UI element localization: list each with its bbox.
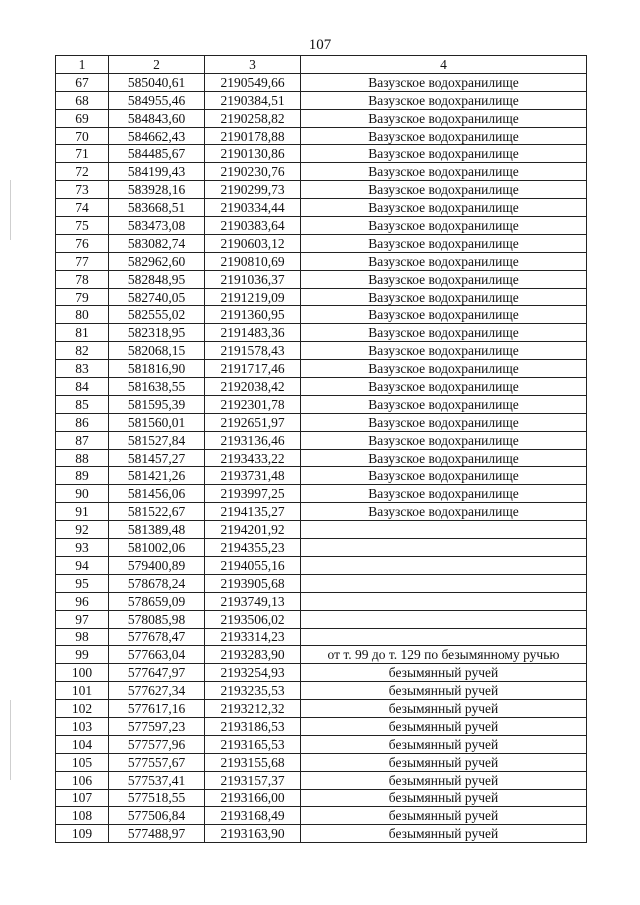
y-coordinate-cell: 2191036,37 (205, 270, 301, 288)
description-cell: безымянный ручей (301, 789, 587, 807)
x-coordinate-cell: 581560,01 (109, 413, 205, 431)
description-cell: безымянный ручей (301, 735, 587, 753)
description-cell (301, 574, 587, 592)
table-row (56, 467, 587, 485)
x-coordinate-cell: 583473,08 (109, 217, 205, 235)
description-cell (301, 592, 587, 610)
point-number-cell: 94 (56, 556, 109, 574)
y-coordinate-cell: 2190230,76 (205, 163, 301, 181)
description-cell: Вазузское водохранилище (301, 91, 587, 109)
y-coordinate-cell: 2193136,46 (205, 431, 301, 449)
table-row (56, 342, 587, 360)
x-coordinate-cell: 582068,15 (109, 342, 205, 360)
description-cell: безымянный ручей (301, 717, 587, 735)
table-row (56, 270, 587, 288)
description-cell: Вазузское водохранилище (301, 306, 587, 324)
table-row (56, 825, 587, 843)
x-coordinate-cell: 577577,96 (109, 735, 205, 753)
y-coordinate-cell: 2191219,09 (205, 288, 301, 306)
table-row (56, 735, 587, 753)
table-row (56, 73, 587, 91)
table-row (56, 145, 587, 163)
point-number-cell: 87 (56, 431, 109, 449)
table-row (56, 431, 587, 449)
table-row (56, 646, 587, 664)
description-cell (301, 521, 587, 539)
description-cell: безымянный ручей (301, 807, 587, 825)
x-coordinate-cell: 577557,67 (109, 753, 205, 771)
point-number-cell: 100 (56, 664, 109, 682)
page-number: 107 (308, 37, 332, 53)
point-number-cell: 83 (56, 360, 109, 378)
x-coordinate-cell: 577663,04 (109, 646, 205, 664)
x-coordinate-cell: 581595,39 (109, 395, 205, 413)
table-row (56, 521, 587, 539)
y-coordinate-cell: 2193235,53 (205, 682, 301, 700)
x-coordinate-cell: 578085,98 (109, 610, 205, 628)
description-cell (301, 556, 587, 574)
point-number-cell: 92 (56, 521, 109, 539)
point-number-cell: 84 (56, 378, 109, 396)
point-number-cell: 105 (56, 753, 109, 771)
description-cell: Вазузское водохранилище (301, 181, 587, 199)
description-cell: безымянный ручей (301, 664, 587, 682)
x-coordinate-cell: 581527,84 (109, 431, 205, 449)
y-coordinate-cell: 2193433,22 (205, 449, 301, 467)
description-cell: безымянный ручей (301, 700, 587, 718)
y-coordinate-cell: 2191483,36 (205, 324, 301, 342)
table-row (56, 252, 587, 270)
description-cell: Вазузское водохранилище (301, 485, 587, 503)
point-number-cell: 85 (56, 395, 109, 413)
x-coordinate-cell: 584662,43 (109, 127, 205, 145)
description-cell: безымянный ручей (301, 753, 587, 771)
y-coordinate-cell: 2193157,37 (205, 771, 301, 789)
y-coordinate-cell: 2193506,02 (205, 610, 301, 628)
y-coordinate-cell: 2192038,42 (205, 378, 301, 396)
x-coordinate-cell: 581002,06 (109, 539, 205, 557)
point-number-cell: 101 (56, 682, 109, 700)
x-coordinate-cell: 577617,16 (109, 700, 205, 718)
y-coordinate-cell: 2191717,46 (205, 360, 301, 378)
x-coordinate-cell: 581638,55 (109, 378, 205, 396)
x-coordinate-cell: 581522,67 (109, 503, 205, 521)
table-row (56, 610, 587, 628)
x-coordinate-cell: 582848,95 (109, 270, 205, 288)
description-cell: Вазузское водохранилище (301, 73, 587, 91)
y-coordinate-cell: 2193166,00 (205, 789, 301, 807)
y-coordinate-cell: 2190603,12 (205, 234, 301, 252)
point-number-cell: 99 (56, 646, 109, 664)
point-number-cell: 74 (56, 199, 109, 217)
point-number-cell: 103 (56, 717, 109, 735)
point-number-cell: 90 (56, 485, 109, 503)
table-row (56, 503, 587, 521)
table-row (56, 485, 587, 503)
point-number-cell: 98 (56, 628, 109, 646)
point-number-cell: 108 (56, 807, 109, 825)
x-coordinate-cell: 577506,84 (109, 807, 205, 825)
description-cell: Вазузское водохранилище (301, 288, 587, 306)
table-row (56, 288, 587, 306)
point-number-cell: 67 (56, 73, 109, 91)
description-cell: Вазузское водохранилище (301, 467, 587, 485)
table-row (56, 753, 587, 771)
table-row (56, 771, 587, 789)
description-cell: Вазузское водохранилище (301, 270, 587, 288)
point-number-cell: 86 (56, 413, 109, 431)
coordinates-table (55, 55, 587, 843)
point-number-cell: 78 (56, 270, 109, 288)
description-cell (301, 628, 587, 646)
y-coordinate-cell: 2192651,97 (205, 413, 301, 431)
header-row (56, 56, 587, 74)
x-coordinate-cell: 581456,06 (109, 485, 205, 503)
point-number-cell: 70 (56, 127, 109, 145)
table-row (56, 199, 587, 217)
table-row (56, 539, 587, 557)
y-coordinate-cell: 2190130,86 (205, 145, 301, 163)
point-number-cell: 80 (56, 306, 109, 324)
y-coordinate-cell: 2193283,90 (205, 646, 301, 664)
description-cell: безымянный ручей (301, 825, 587, 843)
description-cell: Вазузское водохранилище (301, 395, 587, 413)
point-number-cell: 69 (56, 109, 109, 127)
description-cell (301, 610, 587, 628)
x-coordinate-cell: 577597,23 (109, 717, 205, 735)
x-coordinate-cell: 577627,34 (109, 682, 205, 700)
y-coordinate-cell: 2193163,90 (205, 825, 301, 843)
x-coordinate-cell: 577678,47 (109, 628, 205, 646)
y-coordinate-cell: 2192301,78 (205, 395, 301, 413)
description-cell: Вазузское водохранилище (301, 360, 587, 378)
x-coordinate-cell: 583082,74 (109, 234, 205, 252)
description-cell: Вазузское водохранилище (301, 431, 587, 449)
x-coordinate-cell: 581457,27 (109, 449, 205, 467)
table-row (56, 700, 587, 718)
description-cell: Вазузское водохранилище (301, 109, 587, 127)
point-number-cell: 107 (56, 789, 109, 807)
table-row (56, 413, 587, 431)
table-row (56, 181, 587, 199)
table-row (56, 360, 587, 378)
y-coordinate-cell: 2190384,51 (205, 91, 301, 109)
y-coordinate-cell: 2193905,68 (205, 574, 301, 592)
point-number-cell: 88 (56, 449, 109, 467)
scan-edge-mark-bottom (10, 700, 11, 780)
y-coordinate-cell: 2193731,48 (205, 467, 301, 485)
table-row (56, 378, 587, 396)
scan-edge-mark-top (10, 180, 11, 240)
description-cell: Вазузское водохранилище (301, 199, 587, 217)
y-coordinate-cell: 2193254,93 (205, 664, 301, 682)
table-row (56, 324, 587, 342)
x-coordinate-cell: 582740,05 (109, 288, 205, 306)
x-coordinate-cell: 577537,41 (109, 771, 205, 789)
description-cell: Вазузское водохранилище (301, 163, 587, 181)
y-coordinate-cell: 2194355,23 (205, 539, 301, 557)
y-coordinate-cell: 2193165,53 (205, 735, 301, 753)
table-row (56, 306, 587, 324)
point-number-cell: 89 (56, 467, 109, 485)
point-number-cell: 71 (56, 145, 109, 163)
table-row (56, 234, 587, 252)
point-number-cell: 76 (56, 234, 109, 252)
table-row (56, 682, 587, 700)
point-number-cell: 81 (56, 324, 109, 342)
x-coordinate-cell: 583928,16 (109, 181, 205, 199)
y-coordinate-cell: 2193997,25 (205, 485, 301, 503)
table-row (56, 574, 587, 592)
description-cell: безымянный ручей (301, 771, 587, 789)
x-coordinate-cell: 585040,61 (109, 73, 205, 91)
header-y-coordinate: 3 (205, 56, 301, 74)
x-coordinate-cell: 581389,48 (109, 521, 205, 539)
point-number-cell: 91 (56, 503, 109, 521)
point-number-cell: 95 (56, 574, 109, 592)
table-row (56, 807, 587, 825)
x-coordinate-cell: 579400,89 (109, 556, 205, 574)
point-number-cell: 79 (56, 288, 109, 306)
point-number-cell: 82 (56, 342, 109, 360)
description-cell: Вазузское водохранилище (301, 342, 587, 360)
x-coordinate-cell: 577518,55 (109, 789, 205, 807)
description-cell: Вазузское водохранилище (301, 234, 587, 252)
x-coordinate-cell: 577488,97 (109, 825, 205, 843)
description-cell: безымянный ручей (301, 682, 587, 700)
x-coordinate-cell: 578659,09 (109, 592, 205, 610)
y-coordinate-cell: 2190334,44 (205, 199, 301, 217)
description-cell (301, 539, 587, 557)
x-coordinate-cell: 582318,95 (109, 324, 205, 342)
y-coordinate-cell: 2190178,88 (205, 127, 301, 145)
x-coordinate-cell: 581816,90 (109, 360, 205, 378)
table-row (56, 717, 587, 735)
description-cell: Вазузское водохранилище (301, 449, 587, 467)
y-coordinate-cell: 2190810,69 (205, 252, 301, 270)
table-body (56, 73, 587, 842)
table-row (56, 91, 587, 109)
table-row (56, 664, 587, 682)
x-coordinate-cell: 584843,60 (109, 109, 205, 127)
x-coordinate-cell: 584199,43 (109, 163, 205, 181)
y-coordinate-cell: 2190258,82 (205, 109, 301, 127)
x-coordinate-cell: 577647,97 (109, 664, 205, 682)
description-cell: Вазузское водохранилище (301, 413, 587, 431)
table-row (56, 592, 587, 610)
x-coordinate-cell: 583668,51 (109, 199, 205, 217)
point-number-cell: 106 (56, 771, 109, 789)
x-coordinate-cell: 584485,67 (109, 145, 205, 163)
description-cell: Вазузское водохранилище (301, 324, 587, 342)
table-row (56, 217, 587, 235)
table-row (56, 109, 587, 127)
y-coordinate-cell: 2193212,32 (205, 700, 301, 718)
y-coordinate-cell: 2194135,27 (205, 503, 301, 521)
point-number-cell: 109 (56, 825, 109, 843)
point-number-cell: 97 (56, 610, 109, 628)
description-cell: Вазузское водохранилище (301, 378, 587, 396)
y-coordinate-cell: 2191578,43 (205, 342, 301, 360)
y-coordinate-cell: 2193314,23 (205, 628, 301, 646)
point-number-cell: 102 (56, 700, 109, 718)
x-coordinate-cell: 582962,60 (109, 252, 205, 270)
point-number-cell: 72 (56, 163, 109, 181)
point-number-cell: 96 (56, 592, 109, 610)
description-cell: Вазузское водохранилище (301, 127, 587, 145)
y-coordinate-cell: 2193749,13 (205, 592, 301, 610)
table-row (56, 556, 587, 574)
x-coordinate-cell: 581421,26 (109, 467, 205, 485)
header-x-coordinate: 2 (109, 56, 205, 74)
x-coordinate-cell: 578678,24 (109, 574, 205, 592)
point-number-cell: 75 (56, 217, 109, 235)
description-cell: Вазузское водохранилище (301, 217, 587, 235)
y-coordinate-cell: 2194201,92 (205, 521, 301, 539)
table-row (56, 395, 587, 413)
y-coordinate-cell: 2193186,53 (205, 717, 301, 735)
y-coordinate-cell: 2193168,49 (205, 807, 301, 825)
point-number-cell: 93 (56, 539, 109, 557)
table-header (56, 56, 587, 74)
header-description: 4 (301, 56, 587, 74)
table-row (56, 449, 587, 467)
y-coordinate-cell: 2190549,66 (205, 73, 301, 91)
description-cell: Вазузское водохранилище (301, 252, 587, 270)
x-coordinate-cell: 584955,46 (109, 91, 205, 109)
description-cell: от т. 99 до т. 129 по безымянному ручью (301, 646, 587, 664)
x-coordinate-cell: 582555,02 (109, 306, 205, 324)
table-row (56, 127, 587, 145)
y-coordinate-cell: 2193155,68 (205, 753, 301, 771)
table-row (56, 163, 587, 181)
y-coordinate-cell: 2194055,16 (205, 556, 301, 574)
point-number-cell: 68 (56, 91, 109, 109)
point-number-cell: 77 (56, 252, 109, 270)
y-coordinate-cell: 2190299,73 (205, 181, 301, 199)
point-number-cell: 104 (56, 735, 109, 753)
y-coordinate-cell: 2190383,64 (205, 217, 301, 235)
header-point-number: 1 (56, 56, 109, 74)
description-cell: Вазузское водохранилище (301, 503, 587, 521)
table-row (56, 628, 587, 646)
point-number-cell: 73 (56, 181, 109, 199)
table-row (56, 789, 587, 807)
y-coordinate-cell: 2191360,95 (205, 306, 301, 324)
description-cell: Вазузское водохранилище (301, 145, 587, 163)
